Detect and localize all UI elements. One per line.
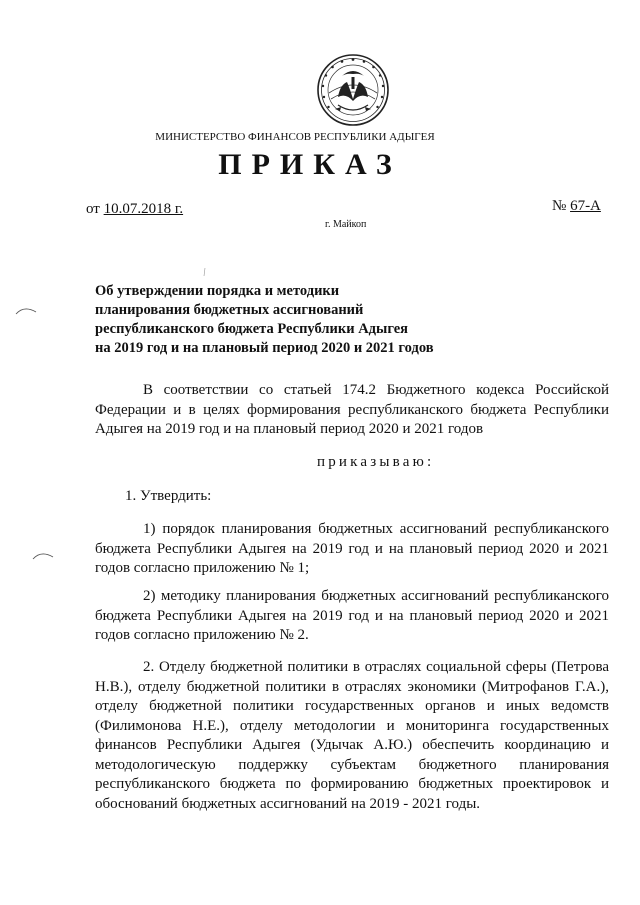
date-value: 10.07.2018 г. [103, 201, 184, 217]
date-prefix: от [86, 201, 100, 217]
scan-mark-icon [203, 268, 206, 276]
item-1-approve: 1. Утвердить: [125, 488, 212, 504]
punch-hole-mark-icon [32, 550, 54, 560]
item-1-2-paragraph: 2) методику планирования бюджетных ассигнований республиканского бюджета Республики Адыгея на 2019 год и на плановый период 2020 и 2021 годов согласно приложению № 2. [95, 588, 609, 643]
number-prefix: № [552, 198, 567, 214]
order-date [86, 201, 183, 218]
order-number [552, 198, 601, 215]
subject-line: республиканского бюджета Республики Адыгея [95, 321, 409, 337]
coat-of-arms-icon [316, 53, 390, 127]
number-value: 67-А [570, 198, 601, 214]
subject-line: на 2019 год и на плановый период 2020 и 2021 годов [95, 340, 434, 356]
order-word: приказываю: [317, 454, 435, 470]
ministry-name: МИНИСТЕРСТВО ФИНАНСОВ РЕСПУБЛИКИ АДЫГЕЯ [155, 131, 435, 143]
city: г. Майкоп [325, 219, 367, 230]
item-1-1-paragraph: 1) порядок планирования бюджетных ассигнований республиканского бюджета Республики Адыгея на 2019 год и на плановый период 2020 и 2021 годов согласно приложению № 1; [95, 521, 609, 576]
subject-line: Об утверждении порядка и методики [95, 283, 340, 299]
item-2-paragraph: 2. Отделу бюджетной политики в отраслях социальной сферы (Петрова Н.В.), отделу бюджетной политики в отраслях экономики (Митрофанов Г.А.), отделу бюджетной политики государственных органов и иных ведомств (Филимонова Н.Е.), отделу методологии и мониторинга государственных финансов Республики Адыгея (Удычак А.Ю.) обеспечить координацию и методологическую поддержку субъектам бюджетного планирования республиканского бюджета по формированию бюджетных проектировок и обоснований бюджетных ассигнований на 2019 - 2021 годы. [95, 659, 609, 812]
preamble-paragraph: В соответствии со статьей 174.2 Бюджетного кодекса Российской Федерации и в целях формирования республиканского бюджета Республики Адыгея на 2019 год и на плановый период 2020 и 2021 годов [95, 382, 609, 437]
document-title: ПРИКАЗ [218, 148, 402, 181]
order-subject [95, 282, 515, 358]
punch-hole-mark-icon [15, 305, 37, 315]
subject-line: планирования бюджетных ассигнований [95, 302, 364, 318]
